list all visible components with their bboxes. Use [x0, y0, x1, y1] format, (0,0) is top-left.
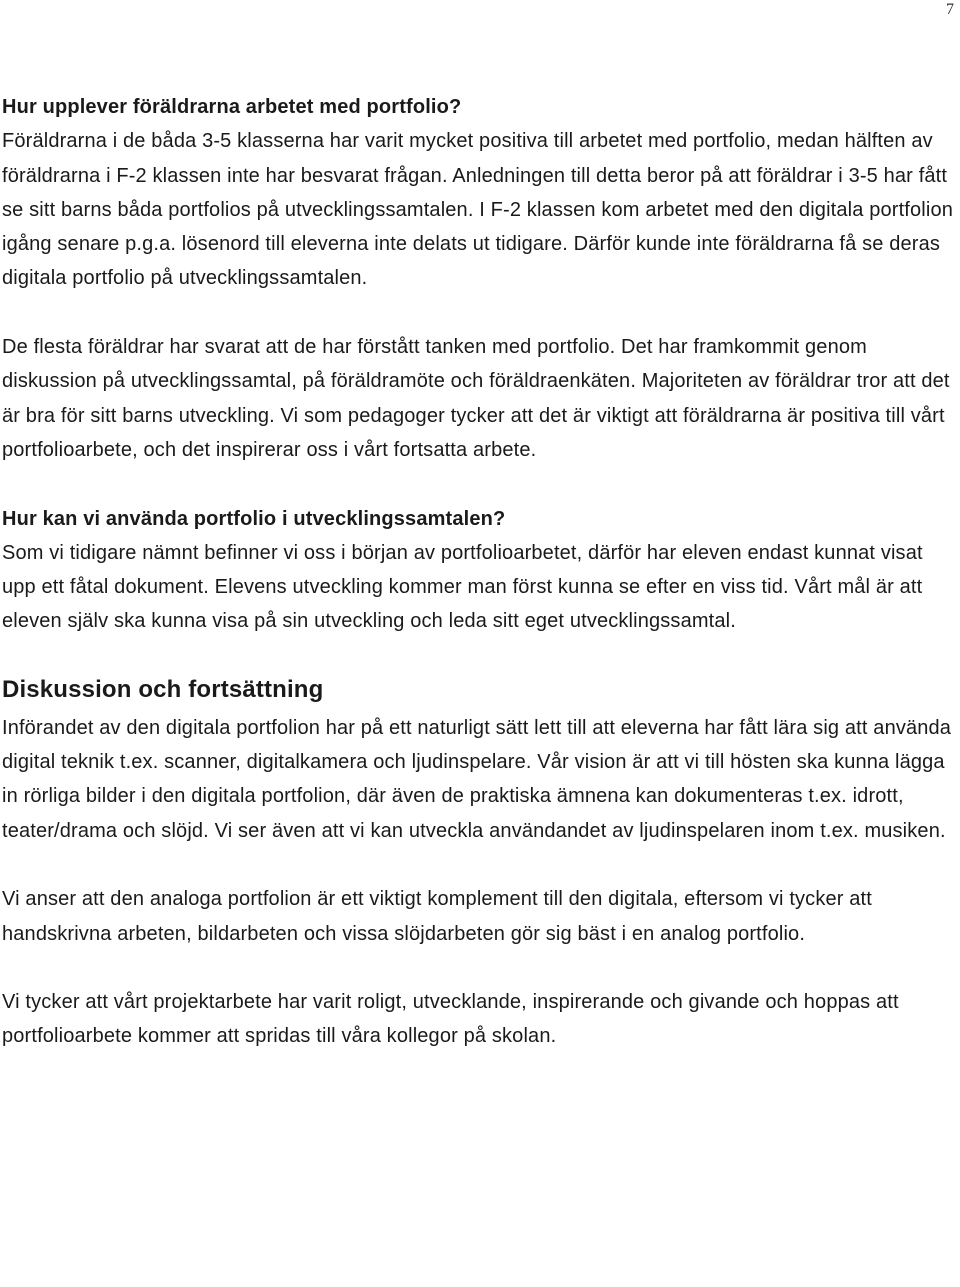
question-heading-development-talks: Hur kan vi använda portfolio i utvecklingssamtalen?	[2, 507, 506, 530]
paragraph-spacer	[2, 467, 954, 501]
paragraph-discussion-3: Vi tycker att vårt projektarbete har varit roligt, utvecklande, inspirerande och givande och hoppas att portfolioarbete kommer att spridas till våra kollegor på skolan.	[2, 991, 899, 1048]
paragraph-discussion-1: Införandet av den digitala portfolion har på ett naturligt sätt lett till att eleverna har fått lära sig att använda digital teknik t.ex. scanner, digitalkamera och ljudinspelare. Vår vision är att vi till hösten ska kunna lägga in rörliga bilder i den digitala portfolion, där även de praktiska ämnena kan dokumenteras t.ex. idrott, teater/drama och slöjd. Vi ser även att vi kan utveckla användandet av ljudinspelaren inom t.ex. musiken.	[2, 716, 952, 842]
document-body	[2, 90, 954, 1054]
paragraph-spacer	[2, 951, 954, 985]
paragraph-spacer	[2, 848, 954, 882]
question-heading-parents: Hur upplever föräldrarna arbetet med portfolio?	[2, 96, 462, 118]
section-title-discussion: Diskussion och fortsättning	[2, 675, 324, 703]
page-number: 7	[946, 1, 954, 18]
paragraph-parents-experience: Föräldrarna i de båda 3-5 klasserna har varit mycket positiva till arbetet med portfolio, medan hälften av föräldrarna i F-2 klassen inte har besvarat frågan. Anledningen till detta beror på att föräldrar i 3-5 har fått se sitt barns båda portfolios på utvecklingssamtalen. I F-2 klassen kom arbetet med den digitala portfolion igång senare p.g.a. lösenord till eleverna inte delats ut tidigare. Därför kunde inte föräldrarna få se deras digitala portfolio på utvecklingssamtalen.	[2, 130, 953, 290]
paragraph-development-talks: Som vi tidigare nämnt befinner vi oss i början av portfolioarbetet, därför har eleven endast kunnat visat upp ett fåtal dokument. Elevens utveckling kommer man först kunna se efter en viss tid. Vårt mål är att eleven själv ska kunna visa på sin utveckling och leda sitt eget utvecklingssamtal.	[2, 541, 923, 633]
paragraph-discussion-2: Vi anser att den analoga portfolion är ett viktigt komplement till den digitala, eftersom vi tycker att handskrivna arbeten, bildarbeten och vissa slöjdarbeten gör sig bäst i en analog portfolio.	[2, 888, 872, 945]
paragraph-parents-understanding: De flesta föräldrar har svarat att de har förstått tanken med portfolio. Det har framkommit genom diskussion på utvecklingssamtal, på föräldramöte och föräldraenkäten. Majoriteten av föräldrar tror att det är bra för sitt barns utveckling. Vi som pedagoger tycker att det är viktigt att föräldrarna är positiva till vårt portfolioarbete, och det inspirerar oss i vårt fortsatta arbete.	[2, 336, 950, 461]
paragraph-spacer	[2, 296, 954, 330]
